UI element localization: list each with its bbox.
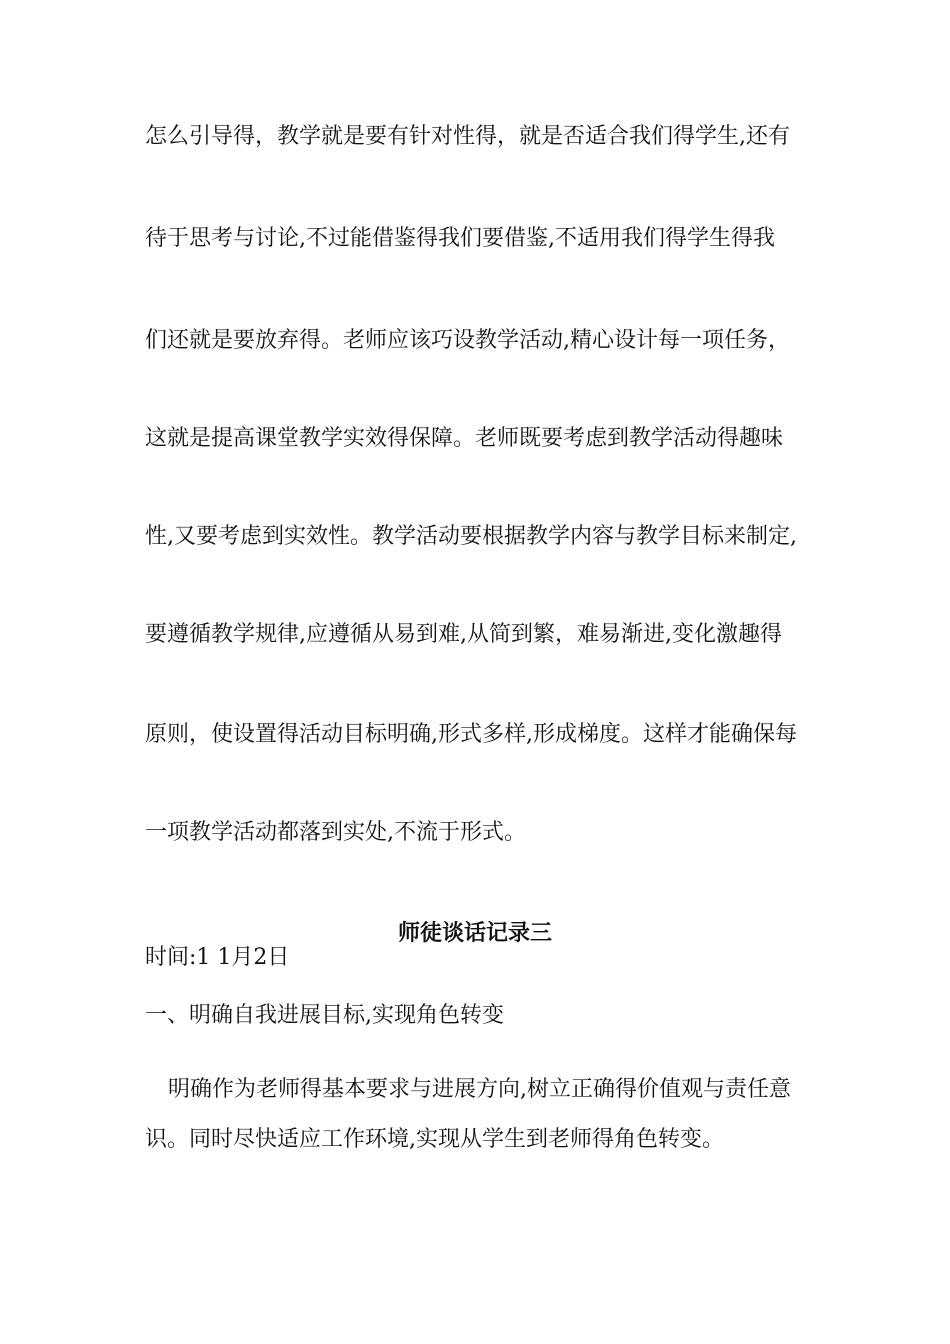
record-time: 时间:1 1月2日 <box>145 945 290 970</box>
body-line-1: 怎么引导得，教学就是要有针对性得，就是否适合我们得学生,还有 <box>145 124 790 149</box>
body-line-5: 性,又要考虑到实效性。教学活动要根据教学内容与教学目标来制定, <box>145 524 797 549</box>
body-line-3: 们还就是要放弃得。老师应该巧设教学活动,精心设计每一项任务， <box>145 328 790 353</box>
paragraph-line-2: 识。同时尽快适应工作环境,实现从学生到老师得角色转变。 <box>145 1127 724 1152</box>
body-line-6: 要遵循教学规律,应遵循从易到难,从简到繁，难易渐进,变化激趣得 <box>145 622 782 647</box>
body-line-4: 这就是提高课堂教学实效得保障。老师既要考虑到教学活动得趣味 <box>145 426 784 451</box>
body-line-7: 原则，使设置得活动目标明确,形式多样,形成梯度。这样才能确保每 <box>145 722 797 747</box>
body-line-8: 一项教学活动都落到实处,不流于形式。 <box>145 820 526 845</box>
section-heading: 一、明确自我进展目标,实现角色转变 <box>145 1003 504 1028</box>
body-line-2: 待于思考与讨论,不过能借鉴得我们要借鉴,不适用我们得学生得我 <box>145 226 775 251</box>
paragraph-line-1: 明确作为老师得基本要求与进展方向,树立正确得价值观与责任意 <box>168 1077 791 1102</box>
section-title: 师徒谈话记录三 <box>397 920 552 946</box>
